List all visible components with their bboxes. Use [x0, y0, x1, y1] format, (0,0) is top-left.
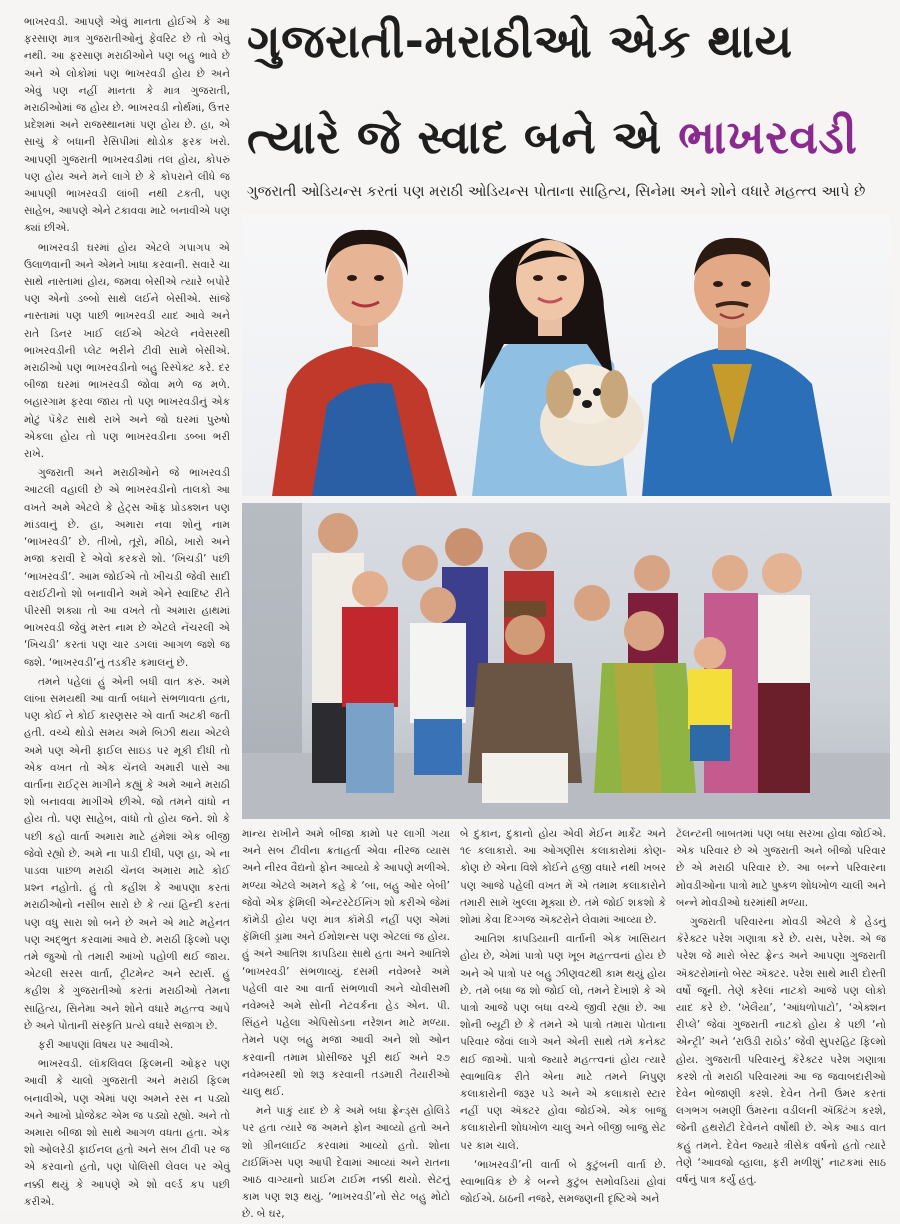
paragraph: ભાખરવડી. આપણે એવું માનતા હોઈએ કે આ ફરસાણ માત્ર ગુજરાતીઓનું ફેવરિટ છે તો એવું નથી. આ ફરસાણ મરાઠીઓને પણ બહુ ભાવે છે અને એ લોકોમાં પણ ભાખરવડી હોય છે અને એવું પણ નહીં માનતા કે માત્ર ગુજરાતી, મરાઠીઓમાં જ હોય છે. ભાખરવડી નોર્થમાં, ઉત્તર પ્રદેશમાં અને રાજસ્થાનમાં પણ હોય છે. હા, એ સાચું કે બધાની રેસિપીમાં થોડોક ફરક ખરો. આપણી ગુજરાતી ભાખરવડીમાં તલ હોય, કોપરું પણ હોય અને મને લાગે છે કે કોપરાને લીધે જ આપણી ભાખરવડી લાંબી નથી ટકતી, પણ સાહેબ, આપણે એને ટકાવવા માટે બનાવીએ પણ ક્યાં છીએ. [24, 16, 230, 235]
article-column-3 [676, 826, 886, 1206]
photo-cast-group [242, 503, 890, 819]
paragraph: ફરી આપણાં વિષય પર આવીએ. [38, 1038, 174, 1051]
headline-line-2 [247, 110, 857, 166]
paragraph: તમને પહેલાં હું એની બધી વાત કરું. અમે લાંબા સમયથી આ વાર્તા બધાને સંભળાવતા હતા, પણ કોઈ ને કોઈ કારણસર એ વાર્તા અટકી જતી હતી. વચ્ચે થોડો સમય અમે બિઝી થયા એટલે અમે પણ એની ફાઈલ સાઇડ પર મૂકી દીધી તો એક વખત તો એક ચૅનલે અમારી પાસે આ વાર્તાના રાઈટ્સ માગીને કહ્યું કે અમે આને મરાઠી શો બનાવવા માગીએ છીએ. જો તમને વાંધો ન હોય તો. પણ સાહેબ, વાંધો તો હોય જને. શો કે પછી કહો વાર્તા અમારા માટે હંમેશાં એક બીજી જેવો રહ્યો છે. અમે ના પાડી દીધી, પણ હા, એ ના પાડવા પાછળ મરાઠી ચૅનલ અમારા માટે કોઈ પ્રશ્ન નહોતો. હું તો કહીશ કે આપણા કરતાં મરાઠીઓનો નસીબ સારો છે કે ત્યાં હિન્દી કરતાં પણ વધુ સારા શો બને છે અને એ માટે મહેનત પણ અદ્ભુત કરવામાં આવે છે. મરાઠી ફિલ્મો પણ તમે જુઓ તો તમારી આંખો પહોળી થઈ જાય. એટલી સરસ વાર્તા, ટ્રીટમેન્ટ અને સ્ટાર્સ. હું કહીશ કે ગુજરાતીઓ કરતાં મરાઠીઓ તેમના સાહિત્ય, સિનેમા અને શોને વધારે મહત્ત્વ આપે છે અને પોતાની સંસ્કૃતિ પ્રત્યે વધારે સજાગ છે. [24, 675, 230, 1032]
paragraph: ટૅલન્ટની બાબતમાં પણ બધા સરખા હોવા જોઈએ. એક પરિવાર છે એ ગુજરાતી અને બીજો પરિવાર છે એ મરાઠી પરિવાર છે. આ બન્ને પરિવારના મોવડીઓના પાત્રો માટે પુષ્કળ શોધખોળ ચાલી અને બન્ને મોવડીઓ ઘરમાંથી મળ્યા. [676, 828, 886, 909]
paragraph: ગુજરાતી અને મરાઠીઓને જે ભાખરવડી આટલી વહાલી છે એ ભાખરવડીનો તાલકો આ વખતે અમે એટલે કે હેટ્સ ઑફ પ્રોડક્શન પણ માંડવાનું છે. હા, અમારા નવા શોનું નામ ‘ભાખરવડી’ છે. તીખો, તૂરો, મીઠો, ખારો અને મજા કરાવી દે એવો કરકરો શો. ‘ખિચડી’ પછી ‘ભાખરવડી’. આમ જોઈએ તો ખીચડી જેવી સાદી વરાઈટીનો શો બનાવીને અમે એને સ્વાદિષ્ટ રીતે પીરસી શક્યા તો આ વખતે તો અમારા હાથમાં ભાખરવડી જેવું મસ્ત નામ છે એટલે નૅચરલી એ ‘ખિચડી’ કરતાં પણ ચાર ડગલાં આગળ જશે જ જશે. ‘ભાખરવડી’નું તડકીર કમાલનું છે. [24, 467, 230, 669]
paragraph: માન્ય રાખીને અમે બીજા કામો પર લાગી ગયા અને સબ ટીવીના ક્રતાહર્તા એવા નીરજ વ્યાસ અને નીરવ વૈદ્યનો ફોન આવ્યો કે આપણે મળીએ. મળ્યા એટલે અમને કહે કે ‘બા, બહુ ઓર બેબી’ જેવો એક ફૅમિલી એન્ટરટેઈનિંગ શો કરીએ જેમાં કૉમેડી હોય પણ માત્ર કૉમેડી નહીં પણ એમાં ફૅમિલી ડ્રામા અને ઈમોશન્સ પણ એટલાં જ હોય. હું અને આતિશ કાપડિયા સાથે હતા અને આતિશે ‘ભાખરવડી’ સંભળાવ્યું. દસમી નવેમ્બરે અમે પહેલી વાર આ વાર્તા સંભળાવી અને ચોવીસમી નવેમ્બરે અમે સોની નેટવર્કના હેડ એન. પી. સિંહને પહેલા એપિસોડના નરેશન માટે મળ્યા. તેમને પણ બહુ મજા આવી અને શો ઓન કરવાની તમામ પ્રોસીજર પૂરી થઈ અને ૨૭ નવેમ્બરથી શો શરૂ કરવાની તડમારી તૈયારીઓ ચાલુ થઈ. [242, 828, 450, 1099]
paragraph: ‘ભાખરવડી’ની વાર્તા બે કુટુંબની વાર્તા છે. સ્વાભાવિક છે કે બન્ને કુટુંબ સમોવડિયાં હોવાં જોઈએ. ઠાઠની નજરે, સમજણની દૃષ્ટિએ અને [460, 1158, 666, 1206]
paragraph: ગુજરાતી પરિવારના મોવડી એટલે કે હેડનું કૅરેક્ટર પરેશ ગણાત્રા કરે છે. યસ, પરેશ. એ જ પરેશ જે મારો બેસ્ટ ફ્રેન્ડ અને આપણા ગુજરાતી ઍક્ટરોમાંનો બેસ્ટ ઍક્ટર. પરેશ સાથે મારી દોસ્તી વર્ષો જૂની. તેણે કરેલાં નાટકો આજે પણ લોકો યાદ કરે છે. ‘ખેલૈયા’, ‘આંધળોપાટો’, ‘એક્શન રીપ્લે’ જેવાં ગુજરાતી નાટકો હોય કે પછી ‘નો એન્ટ્રી’ અને ‘રાઉડી રાઠોડ’ જેવી સુપરહિટ ફિલ્મો હોય. ગુજરાતી પરિવારનું કૅરેક્ટર પરેશ ગણાત્રા કરશે તો મરાઠી પરિવારમાં આ જ જવાબદારીઓ દેવેન ભોજાણી કરશે. દેવેન તેની ઉંમર કરતાં લગભગ બમણી ઉંમરના વડીલની ઍક્ટિંગ કરશે, જેની હથરોટી દેવેનને વર્ષોથી છે. એક આડ વાત કહું તમને. દેવેન જ્યારે ત્રીસેક વર્ષનો હતો ત્યારે તેણે ‘આવજો વ્હાલા, ફરી મળીશું’ નાટકમાં સાઠ વર્ષનું પાત્ર કર્યું હતું. [676, 916, 886, 1187]
article-column-2 [460, 826, 666, 1206]
article-column-1 [242, 826, 450, 1221]
headline-line-1: ગુજરાતી-મરાઠીઓ એક થાય [247, 14, 793, 68]
photo-cast-group-illustration [242, 503, 890, 819]
paragraph: મને પાકું યાદ છે કે અમે બધા ફ્રેન્ડ્સ હોલિડે પર હતા ત્યારે જ અમને ફોન આવ્યો હતો અને શો ગ્રીનલાઈટ કરવામાં આવ્યો હતો. શોના ટાઈમિંગ્સ પણ આપી દેવામાં આવ્યાં અને રાતના આઠ વાગ્યાનો પ્રાઈમ ટાઈમ નક્કી થયો. સેટનું કામ પણ શરૂ થયું. ‘ભાખરવડી’નો સેટ બહુ મોટો છે. બે ઘર, [242, 1105, 450, 1221]
paragraph: ભાખરવડી. લૉકલિવલ ફિલ્મની ઓફર પણ આવી કે ચાલો ગુજરાતી અને મરાઠી ફિલ્મ બનાવીએ, પણ એમાં પણ અમને રસ ન પડ્યો અને આખો પ્રોજેક્ટ એમ જ પડ્યો રહ્યો. અને તો અમારા બીજા શો સાથે આગળ વધતા હતા. એક શો ઓલરેડી ફાઈનલ હતો અને સબ ટીવી પર જ એ કરવાનો હતો, પણ પોલિસી લેવલ પર એવું નક્કી થયું કે આપણે એ શો વર્લ્ડ કપ પછી કરીએ. [24, 1058, 230, 1208]
article-column-left [24, 14, 230, 1208]
photo-cast-trio-illustration [242, 214, 890, 496]
paragraph: આતિશ કાપડિયાની વાર્તાની એક ખાસિયત હોય છે, એમાં પાત્રો પણ ખૂબ મહત્ત્વનાં હોય છે અને એ પાત્રો પર બહુ ઝીણવટથી કામ થયું હોય છે. તમે બધા જ શો જોઈ લો, તમને દેખાશે કે એ પાત્રો આજે પણ બધા વચ્ચે જીવી રહ્યાં છે. આ શોની બ્યૂટી છે કે તમને એ પાત્રો તમારા પોતાના પરિવાર જેવાં લાગે અને એની સાથે તમે કનેક્ટ થઈ જાઓ. પાત્રો જ્યારે મહત્ત્વનાં હોય ત્યારે સ્વાભાવિક રીતે એના માટે તમને નિપુણ કલાકારોની જરૂર પડે અને એ કલાકારો સ્ટાર નહીં પણ ઍક્ટર હોવા જોઈએ. એક બાજુ કલાકારોની શોધખોળ ચાલુ અને બીજી બાજુ સેટ પર કામ ચાલે. [460, 933, 666, 1152]
paragraph: ભાખરવડી ઘરમાં હોય એટલે ગપાગપ એ ઉલાળવાની અને એમને ખાધા કરવાની. સવારે ચા સાથે નાસ્તામાં હોય, જમવા બેસીએ ત્યારે બપોરે પણ એનો ડબ્બો સાથે લઈને બેસીએ. સાંજે નાસ્તામાં પણ પાછી ભાખરવડી યાદ આવે અને રાતે ડિનર ખાઈ લઈએ એટલે નવેસરથી ભાખરવડીની પ્લેટ ભરીને ટીવી સામે બેસીએ. મરાઠીઓ પણ ભાખરવડીનો બહુ રિસ્પેક્ટ કરે. દર બીજા ઘરમાં ભાખરવડી જોવા મળે જ મળે. બહારગામ ફરવા જાય તો પણ ભાખરવડીનું એક મોટું પૅકેટ સાથે રાખે અને જો ઘરમાં પુરુષો એકલા હોય તો પણ ભાખરવડીના ડબ્બા ભરી રાખે. [24, 241, 230, 461]
headline-line-2-prefix: ત્યારે જે સ્વાદ બને એ [247, 110, 679, 164]
paragraph: બે દુકાન, દુકાનો હોય એવી મેઈન માર્કેટ અને ૧૯ કલાકારો. આ ઓગણીસ કલાકારોમાં કોણ-કોણ છે એના વિશે કોઈને હજી વધારે નથી ખબર પણ આજે પહેલી વખત મેં એ તમામ કલાકારોને તમારી સામે ખુલ્લા મૂક્યા છે. તમે જોઈ શકશો કે શોમાં કેવા દિગ્ગજ ઍક્ટરોને લેવામાં આવ્યા છે. [460, 828, 666, 927]
photo-cast-trio [242, 214, 890, 496]
subheadline: ગુજરાતી ઓડિયન્સ કરતાં પણ મરાઠી ઓડિયન્સ પોતાના સાહિત્ય, સિનેમા અને શોને વધારે મહત્ત્વ આપે છે [247, 183, 866, 200]
headline-accent: ભાખરવડી [678, 110, 858, 164]
